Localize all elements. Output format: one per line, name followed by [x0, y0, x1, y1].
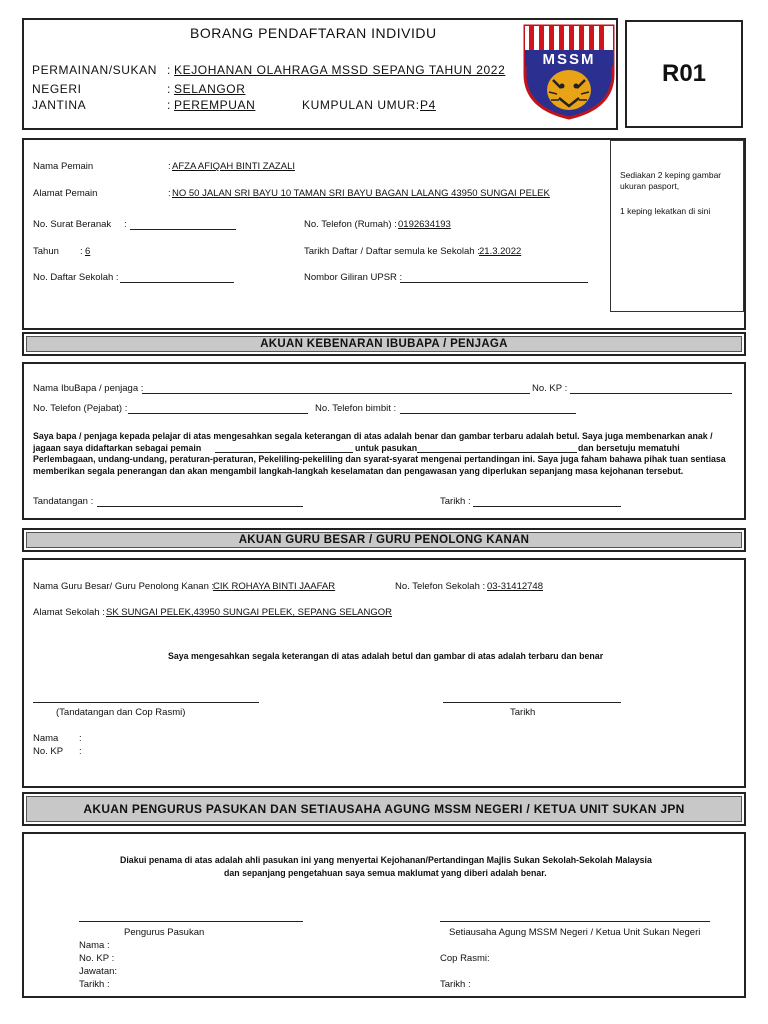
- tahun-colon: :: [80, 246, 83, 257]
- declaration-line-4: memberikan segala penerangan dan akan mengambil langkah-langkah keselamatan dan pengawasan yang diperlukan sepanjang masa kejohanan tersebut.: [33, 465, 684, 476]
- daftar-sekolah-field[interactable]: [120, 282, 234, 283]
- negeri-label: NEGERI: [32, 82, 82, 96]
- ibubapa-tandatangan-label: Tandatangan :: [33, 496, 94, 507]
- pengurus-nama-label: Nama :: [79, 940, 110, 951]
- sekolah-alamat-label: Alamat Sekolah :: [33, 607, 105, 618]
- alamat-pemain-label: Alamat Pemain: [33, 188, 98, 199]
- tarikh-daftar-value: 21.3.2022: [479, 246, 522, 257]
- photo-note-2: 1 keping lekatkan di sini: [620, 206, 711, 216]
- guru-tarikh-label: Tarikh: [510, 707, 536, 718]
- telefon-rumah-value: 0192634193: [398, 219, 451, 230]
- guru-statement: Saya mengesahkan segala keterangan di atas adalah betul dan gambar di atas adalah terbaru dan benar: [168, 651, 604, 661]
- guru-tarikh-field[interactable]: [443, 702, 621, 703]
- umur-value: P4: [420, 98, 436, 112]
- pengurus-kp-label: No. KP :: [79, 953, 115, 964]
- declaration-line-2: [33, 443, 733, 455]
- form-title: BORANG PENDAFTARAN INDIVIDU: [190, 25, 437, 41]
- declaration-line-1: Saya bapa / penjaga kepada pelajar di atas mengesahkan segala keterangan di atas adalah benar dan gambar terbaru adalah betul. Saya juga membenarkan anak /: [33, 431, 713, 441]
- form-code: R01: [661, 60, 707, 87]
- declaration-pemain-text: jagaan saya didaftarkan sebagai pemain: [33, 442, 202, 453]
- surat-beranak-field[interactable]: [130, 229, 236, 230]
- nama-pemain-value: AFZA AFIQAH BINTI ZAZALI: [172, 161, 295, 172]
- ibubapa-declaration: [33, 431, 733, 477]
- ibubapa-banner: [22, 332, 746, 356]
- giliran-upsr-field[interactable]: [400, 282, 588, 283]
- ibubapa-signature-field[interactable]: [97, 506, 303, 507]
- declaration-pasukan-text: untuk pasukan: [355, 442, 418, 453]
- pengurus-jawatan-label: Jawatan:: [79, 966, 118, 977]
- photo-placeholder[interactable]: [610, 140, 744, 312]
- guru-tandatangan-label: (Tandatangan dan Cop Rasmi): [56, 707, 186, 718]
- sekolah-tel-value: 03-31412748: [487, 581, 543, 592]
- sekolah-alamat-value: SK SUNGAI PELEK,43950 SUNGAI PELEK, SEPANG SELANGOR: [106, 607, 392, 618]
- jantina-value: PEREMPUAN: [174, 98, 256, 112]
- ibubapa-tarikh-field[interactable]: [473, 506, 621, 507]
- pasukan-field[interactable]: [417, 452, 577, 453]
- jantina-colon: :: [167, 98, 171, 112]
- guru-nama-field-label: Nama: [33, 733, 59, 744]
- guru-kp-colon: :: [79, 746, 82, 757]
- setiausaha-label: Setiausaha Agung MSSM Negeri / Ketua Unit Sukan Negeri: [449, 927, 701, 938]
- pengurus-statement-1: Diakui penama di atas adalah ahli pasukan ini yang menyertai Kejohanan/Pertandingan Majlis Sukan Sekolah-Sekolah Malaysia: [120, 855, 652, 865]
- umur-label: KUMPULAN UMUR:: [302, 98, 420, 112]
- tel-pejabat-field[interactable]: [128, 413, 308, 414]
- guru-signature-field[interactable]: [33, 702, 259, 703]
- tahun-label: Tahun: [33, 246, 59, 257]
- svg-text:MSSM: MSSM: [542, 51, 596, 68]
- pengurus-signature-field[interactable]: [79, 921, 303, 922]
- pengurus-pasukan-label: Pengurus Pasukan: [124, 927, 205, 938]
- sukan-label: PERMAINAN/SUKAN: [32, 63, 158, 77]
- pengurus-statement-2: dan sepanjang pengetahuan saya semua maklumat yang diberi adalah benar.: [224, 868, 547, 878]
- jantina-label: JANTINA: [32, 98, 87, 112]
- ibubapa-kp-label: No. KP :: [532, 383, 568, 394]
- sukan-colon: :: [167, 63, 171, 77]
- guru-nama-value: CIK ROHAYA BINTI JAAFAR: [213, 581, 336, 592]
- guru-section: [22, 558, 746, 788]
- setiausaha-tarikh-label: Tarikh :: [440, 979, 471, 990]
- tel-pejabat-label: No. Telefon (Pejabat) :: [33, 403, 128, 414]
- tarikh-daftar-label: Tarikh Daftar / Daftar semula ke Sekolah :: [304, 246, 480, 257]
- tahun-value: 6: [85, 246, 91, 257]
- daftar-sekolah-label: No. Daftar Sekolah :: [33, 272, 119, 283]
- guru-kp-field-label: No. KP: [33, 746, 64, 757]
- form-code-box: [625, 20, 743, 128]
- guru-nama-label: Nama Guru Besar/ Guru Penolong Kanan :: [33, 581, 215, 592]
- telefon-rumah-label: No. Telefon (Rumah) :: [304, 219, 397, 230]
- giliran-upsr-label: Nombor Giliran UPSR :: [304, 272, 403, 283]
- nama-pemain-label: Nama Pemain: [33, 161, 94, 172]
- negeri-colon: :: [167, 82, 171, 96]
- photo-note-1: Sediakan 2 keping gambar ukuran pasport,: [620, 170, 722, 191]
- cop-rasmi-label: Cop Rasmi:: [440, 953, 490, 964]
- tel-bimbit-label: No. Telefon bimbit :: [315, 403, 397, 414]
- ibubapa-banner-text: AKUAN KEBENARAN IBUBAPA / PENJAGA: [26, 336, 742, 352]
- pemain-sukan-field[interactable]: [215, 452, 353, 453]
- guru-nama-colon: :: [79, 733, 82, 744]
- guru-banner-text: AKUAN GURU BESAR / GURU PENOLONG KANAN: [26, 532, 742, 548]
- alamat-pemain-colon: :: [168, 188, 171, 199]
- declaration-line-3: Perlembagaan, undang-undang, peraturan-peraturan, Pekeliling-pekeliling dan syarat-syarat mengenai pertandingan ini. Saya juga faham bahawa pihak tuan sentiasa: [33, 454, 726, 464]
- nama-pemain-colon: :: [168, 161, 171, 172]
- surat-colon: :: [124, 219, 127, 230]
- nama-ibubapa-field[interactable]: [142, 393, 530, 394]
- setiausaha-signature-field[interactable]: [440, 921, 710, 922]
- tel-bimbit-field[interactable]: [400, 413, 576, 414]
- sukan-value: KEJOHANAN OLAHRAGA MSSD SEPANG TAHUN 2022: [174, 63, 506, 77]
- ibubapa-kp-field[interactable]: [570, 393, 732, 394]
- surat-beranak-label: No. Surat Beranak: [33, 219, 112, 230]
- pengurus-tarikh-label: Tarikh :: [79, 979, 110, 990]
- alamat-pemain-value: NO 50 JALAN SRI BAYU 10 TAMAN SRI BAYU BAGAN LALANG 43950 SUNGAI PELEK: [172, 188, 550, 199]
- negeri-value: SELANGOR: [174, 82, 246, 96]
- nama-ibubapa-label: Nama IbuBapa / penjaga :: [33, 383, 144, 394]
- mssm-logo: [519, 22, 619, 120]
- sekolah-tel-label: No. Telefon Sekolah :: [395, 581, 486, 592]
- pengurus-banner: [22, 792, 746, 826]
- ibubapa-tarikh-label: Tarikh :: [440, 496, 471, 507]
- declaration-mematuhi-text: dan bersetuju mematuhi: [578, 442, 680, 453]
- pengurus-banner-text: AKUAN PENGURUS PASUKAN DAN SETIAUSAHA AGUNG MSSM NEGERI / KETUA UNIT SUKAN JPN: [26, 796, 742, 822]
- guru-banner: [22, 528, 746, 552]
